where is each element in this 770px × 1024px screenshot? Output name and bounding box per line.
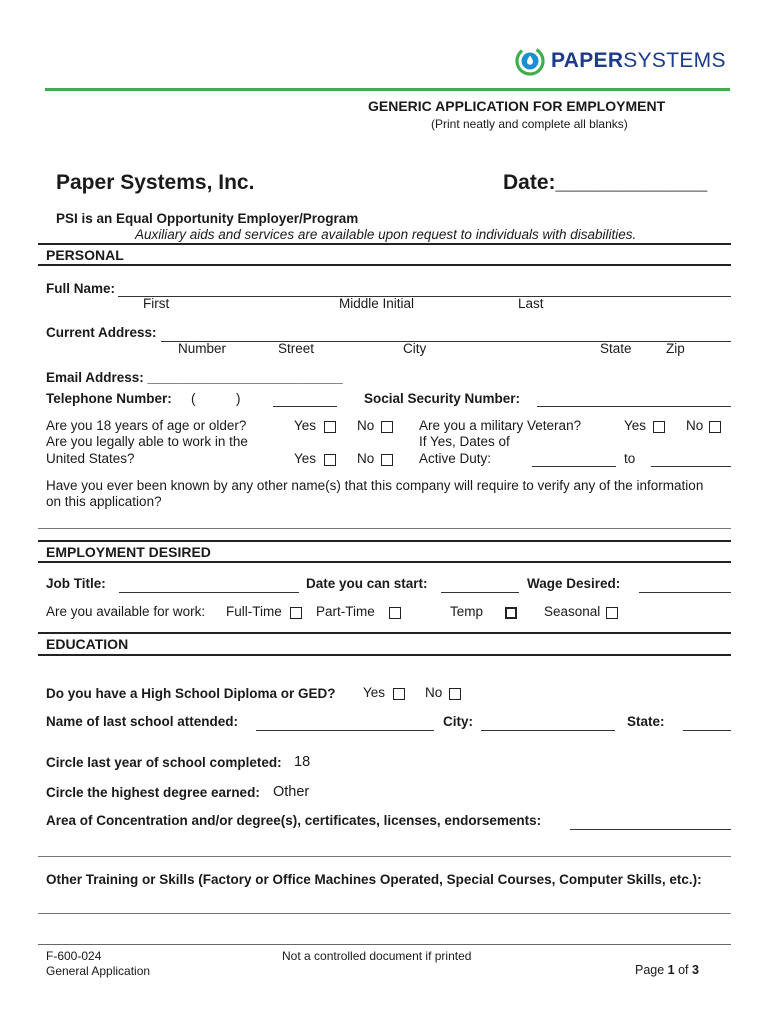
last-school-label: Name of last school attended:	[46, 714, 239, 729]
full-name-input[interactable]	[118, 296, 731, 297]
question-legally-able-2: United States?	[46, 451, 135, 466]
age-no-label: No	[357, 418, 375, 433]
full-time-checkbox[interactable]	[290, 607, 302, 619]
area-code-open-paren: (	[191, 391, 196, 406]
availability-label: Are you available for work:	[46, 604, 206, 619]
full-name-label: Full Name:	[46, 281, 116, 296]
school-city-label: City:	[443, 714, 473, 729]
school-state-input[interactable]	[683, 730, 731, 731]
diploma-yes-label: Yes	[363, 685, 386, 700]
section-divider	[38, 632, 731, 634]
page-number: 1	[667, 963, 675, 977]
first-name-caption: First	[143, 296, 170, 311]
concentration-answer-line[interactable]	[38, 856, 731, 857]
company-logo	[515, 46, 726, 76]
telephone-label: Telephone Number:	[46, 391, 172, 406]
section-divider	[38, 243, 731, 245]
question-other-names-2: on this application?	[46, 494, 162, 509]
address-state-caption: State	[600, 341, 632, 356]
logo-text-paper: PAPER	[551, 49, 624, 72]
diploma-no-checkbox[interactable]	[449, 688, 461, 700]
veteran-no-label: No	[686, 418, 704, 433]
aux-aids-statement: Auxiliary aids and services are available upon request to individuals with disabilities.	[135, 227, 637, 242]
highest-degree-value[interactable]: Other	[273, 784, 310, 800]
page-of: of	[674, 963, 692, 977]
full-time-label: Full-Time	[226, 604, 282, 619]
wage-desired-label: Wage Desired:	[527, 576, 621, 591]
address-city-caption: City	[403, 341, 427, 356]
section-divider	[38, 264, 731, 266]
school-state-label: State:	[627, 714, 665, 729]
footer-rule	[38, 944, 731, 945]
other-training-label: Other Training or Skills (Factory or Office Machines Operated, Special Courses, Computer Skills, etc.):	[46, 872, 702, 887]
water-drop-icon	[515, 46, 545, 76]
work-yes-checkbox[interactable]	[324, 454, 336, 466]
telephone-input[interactable]	[273, 406, 337, 407]
age-no-checkbox[interactable]	[381, 421, 393, 433]
area-code-close-paren: )	[236, 391, 241, 406]
current-address-input[interactable]	[161, 341, 731, 342]
work-no-label: No	[357, 451, 375, 466]
section-divider	[38, 540, 731, 542]
controlled-document-notice: Not a controlled document if printed	[282, 949, 472, 963]
temp-checkbox[interactable]	[505, 607, 517, 619]
section-heading-employment: EMPLOYMENT DESIRED	[46, 544, 211, 560]
question-diploma: Do you have a High School Diploma or GED?	[46, 686, 336, 701]
section-heading-education: EDUCATION	[46, 636, 129, 652]
veteran-yes-checkbox[interactable]	[653, 421, 665, 433]
page-total: 3	[692, 963, 699, 977]
logo-text-systems: SYSTEMS	[623, 49, 726, 72]
seasonal-checkbox[interactable]	[606, 607, 618, 619]
active-duty-to-label: to	[624, 451, 636, 466]
diploma-no-label: No	[425, 685, 443, 700]
ssn-label: Social Security Number:	[364, 391, 521, 406]
other-training-answer-line[interactable]	[38, 913, 731, 914]
last-year-completed-value[interactable]: 18	[294, 754, 311, 770]
active-duty-to-input[interactable]	[651, 466, 731, 467]
veteran-yes-label: Yes	[624, 418, 647, 433]
address-number-caption: Number	[178, 341, 227, 356]
form-subtitle: (Print neatly and complete all blanks)	[431, 117, 628, 131]
current-address-label: Current Address:	[46, 325, 157, 340]
veteran-no-checkbox[interactable]	[709, 421, 721, 433]
job-title-label: Job Title:	[46, 576, 106, 591]
question-legally-able-1: Are you legally able to work in the	[46, 434, 248, 449]
company-name: Paper Systems, Inc.	[56, 171, 255, 194]
start-date-label: Date you can start:	[306, 576, 428, 591]
active-duty-from-input[interactable]	[532, 466, 616, 467]
eeo-statement: PSI is an Equal Opportunity Employer/Program	[56, 211, 359, 226]
section-divider	[38, 561, 731, 563]
work-yes-label: Yes	[294, 451, 317, 466]
job-title-input[interactable]	[119, 592, 299, 593]
question-18-or-older: Are you 18 years of age or older?	[46, 418, 247, 433]
header-rule	[45, 88, 730, 91]
age-yes-label: Yes	[294, 418, 317, 433]
form-title: GENERIC APPLICATION FOR EMPLOYMENT	[368, 98, 666, 114]
temp-label: Temp	[450, 604, 484, 619]
page-prefix: Page	[635, 963, 668, 977]
middle-initial-caption: Middle Initial	[339, 296, 415, 311]
last-name-caption: Last	[518, 296, 544, 311]
last-year-completed-label: Circle last year of school completed:	[46, 755, 282, 770]
highest-degree-label: Circle the highest degree earned:	[46, 785, 260, 800]
concentration-input[interactable]	[570, 829, 731, 830]
question-active-duty-2: Active Duty:	[419, 451, 492, 466]
part-time-checkbox[interactable]	[389, 607, 401, 619]
school-city-input[interactable]	[481, 730, 615, 731]
page-indicator	[635, 963, 699, 977]
section-divider	[38, 654, 731, 656]
date-field-label[interactable]: Date:_____________	[503, 171, 708, 194]
question-other-names-1: Have you ever been known by any other name(s) that this company will require to verify any of the information	[46, 478, 704, 493]
question-veteran: Are you a military Veteran?	[419, 418, 582, 433]
form-name: General Application	[46, 964, 151, 978]
question-active-duty-1: If Yes, Dates of	[419, 434, 510, 449]
address-street-caption: Street	[278, 341, 315, 356]
email-address-field[interactable]: Email Address: __________________________	[46, 370, 343, 385]
ssn-input[interactable]	[537, 406, 731, 407]
logo-wordmark	[551, 49, 726, 73]
section-heading-personal: PERSONAL	[46, 247, 124, 263]
form-number: F-600-024	[46, 949, 102, 963]
start-date-input[interactable]	[441, 592, 519, 593]
address-zip-caption: Zip	[666, 341, 685, 356]
wage-desired-input[interactable]	[639, 592, 731, 593]
work-no-checkbox[interactable]	[381, 454, 393, 466]
diploma-yes-checkbox[interactable]	[393, 688, 405, 700]
part-time-label: Part-Time	[316, 604, 375, 619]
last-school-input[interactable]	[256, 730, 434, 731]
seasonal-label: Seasonal	[544, 604, 601, 619]
other-names-answer-line[interactable]	[38, 528, 731, 529]
age-yes-checkbox[interactable]	[324, 421, 336, 433]
concentration-label: Area of Concentration and/or degree(s), certificates, licenses, endorsements:	[46, 813, 542, 828]
